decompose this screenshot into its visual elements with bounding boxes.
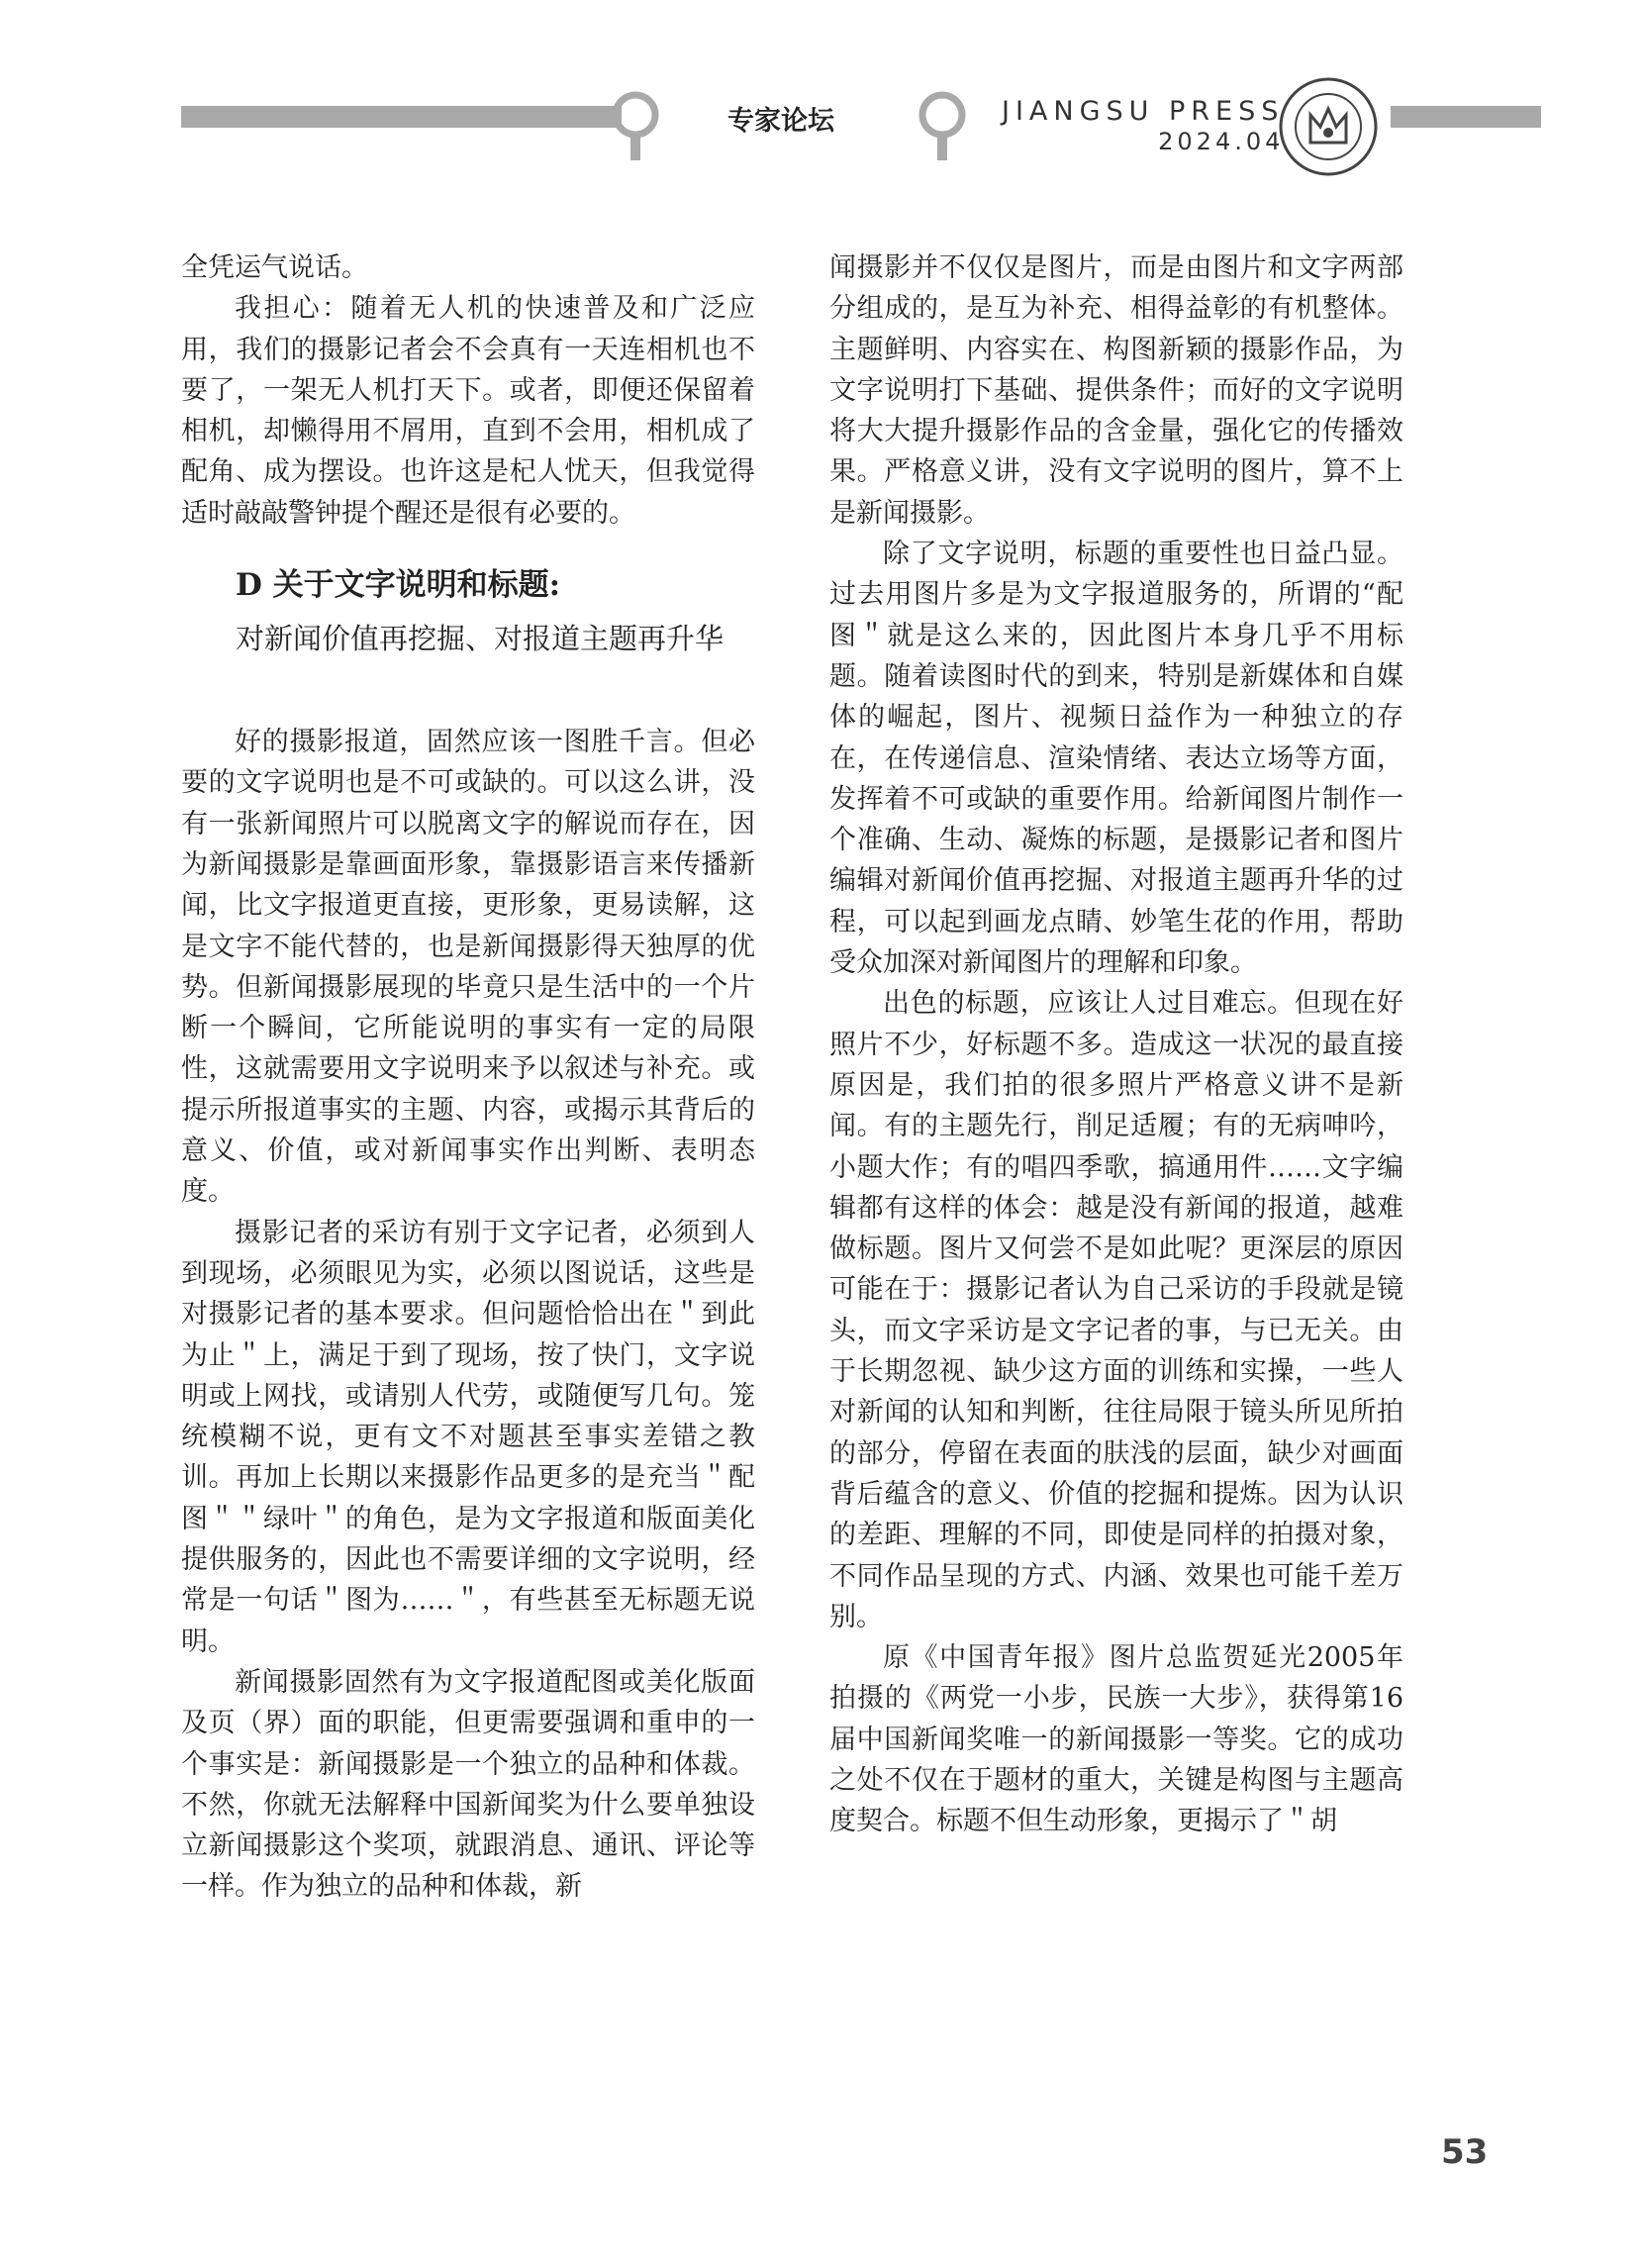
section-heading: D 关于文字说明和标题: (236, 567, 561, 604)
section-label: 专家论坛 (727, 106, 834, 137)
paragraph: 好的摄影报道，固然应该一图胜千言。但必要的文字说明也是不可或缺的。可以这么讲，没有一张新闻照片可以脱离文字的解说而存在，因为新闻摄影是靠画面形象，靠摄影语言来传播新闻，比文字报道更直接，更形象，更易读解，这是文字不能代替的，也是新闻摄影得天独厚的优势。但新闻摄影展现的毕竟只是生活中的一个片断一个瞬间，它所能说明的事实有一定的局限性，这就需要用文字说明来予以叙述与补充。或提示所报道事实的主题、内容，或揭示其背后的意义、价值，或对新闻事实作出判断、表明态度。 (181, 727, 755, 1208)
paragraph: 新闻摄影固然有为文字报道配图或美化版面及页（界）面的职能，但更需要强调和重申的一个事实是：新闻摄影是一个独立的品种和体裁。不然，你就无法解释中国新闻奖为什么要单独设立新闻摄影这个奖项，就跟消息、通讯、评论等一样。作为独立的品种和体裁，新 (181, 1666, 755, 1903)
article-column-right (829, 247, 1403, 1842)
paragraph: 出色的标题，应该让人过目难忘。但现在好照片不少，好标题不多。造成这一状况的最直接原因是，我们拍的很多照片严格意义讲不是新闻。有的主题先行，削足适履；有的无病呻吟，小题大作；有的唱四季歌，搞通用件……文字编辑都有这样的体会：越是没有新闻的报道，越难做标题。图片又何尝不是如此呢？更深层的原因可能在于：摄影记者认为自己采访的手段就是镜头，而文字采访是文字记者的事，与已无关。由于长期忽视、缺少这方面的训练和实操，一些人对新闻的认知和判断，往往局限于镜头所见所拍的部分，停留在表面的肤浅的层面，缺少对画面背后蕴含的意义、价值的挖掘和提炼。因为认识的差距、理解的不同，即使是同样的拍摄对象，不同作品呈现的方式、内涵、效果也可能千差万别。 (829, 988, 1403, 1632)
pin-icon (913, 91, 972, 160)
issue-number: 2024.04 (1158, 128, 1285, 155)
paragraph: 原《中国青年报》图片总监贺延光2005年拍摄的《两党一小步，民族一大步》，获得第16届中国新闻奖唯一的新闻摄影一等奖。它的成功之处不仅在于题材的重大，关键是构图与主题高度契合。标题不但生动形象，更揭示了＂胡 (829, 1642, 1403, 1837)
publication-mark (1002, 95, 1284, 154)
header-bar-right (1391, 106, 1541, 128)
header-bar-left (181, 106, 622, 128)
pin-icon (606, 91, 665, 160)
paragraph: 我担心：随着无人机的快速普及和广泛应用，我们的摄影记者会不会真有一天连相机也不要了，一架无人机打天下。或者，即便还保留着相机，却懒得用不屑用，直到不会用，相机成了配角、成为摆设。也许这是杞人忧天，但我觉得适时敲敲警钟提个醒还是很有必要的。 (181, 293, 755, 529)
article-column-left (181, 247, 755, 1908)
paragraph: 摄影记者的采访有别于文字记者，必须到人到现场，必须眼见为实，必须以图说话，这些是对摄影记者的基本要求。但问题恰恰出在＂到此为止＂上，满足于到了现场，按了快门，文字说明或上网找，或请别人代劳，或随便写几句。笼统模糊不说，更有文不对题甚至事实差错之教训。再加上长期以来摄影作品更多的是充当＂配图＂＂绿叶＂的角色，是为文字报道和版面美化提供服务的，因此也不需要详细的文字说明，经常是一句话＂图为……＂，有些甚至无标题无说明。 (181, 1217, 755, 1657)
publication-name: JIANGSU PRESS (1002, 96, 1285, 127)
paragraph: 除了文字说明，标题的重要性也日益凸显。过去用图片多是为文字报道服务的，所谓的“配图＂就是这么来的，因此图片本身几乎不用标题。随着读图时代的到来，特别是新媒体和自媒体的崛起，图片、视频日益作为一种独立的存在，在传递信息、渲染情绪、表达立场等方面，发挥着不可或缺的重要作用。给新闻图片制作一个准确、生动、凝炼的标题，是摄影记者和图片编辑对新闻价值再挖掘、对报道主题再升华的过程，可以起到画龙点睛、妙笔生花的作用，帮助受众加深对新闻图片的理解和印象。 (829, 539, 1403, 979)
page-number: 53 (1441, 2132, 1489, 2172)
paragraph: 全凭运气说话。 (181, 252, 368, 283)
section-subheading: 对新闻价值再挖掘、对报道主题再升华 (236, 622, 725, 656)
paragraph: 闻摄影并不仅仅是图片，而是由图片和文字两部分组成的，是互为补充、相得益彰的有机整体。主题鲜明、内容实在、构图新颖的摄影作品，为文字说明打下基础、提供条件；而好的文字说明将大大提升摄影作品的含金量，强化它的传播效果。严格意义讲，没有文字说明的图片，算不上是新闻摄影。 (829, 252, 1403, 529)
association-seal-icon (1277, 75, 1380, 178)
